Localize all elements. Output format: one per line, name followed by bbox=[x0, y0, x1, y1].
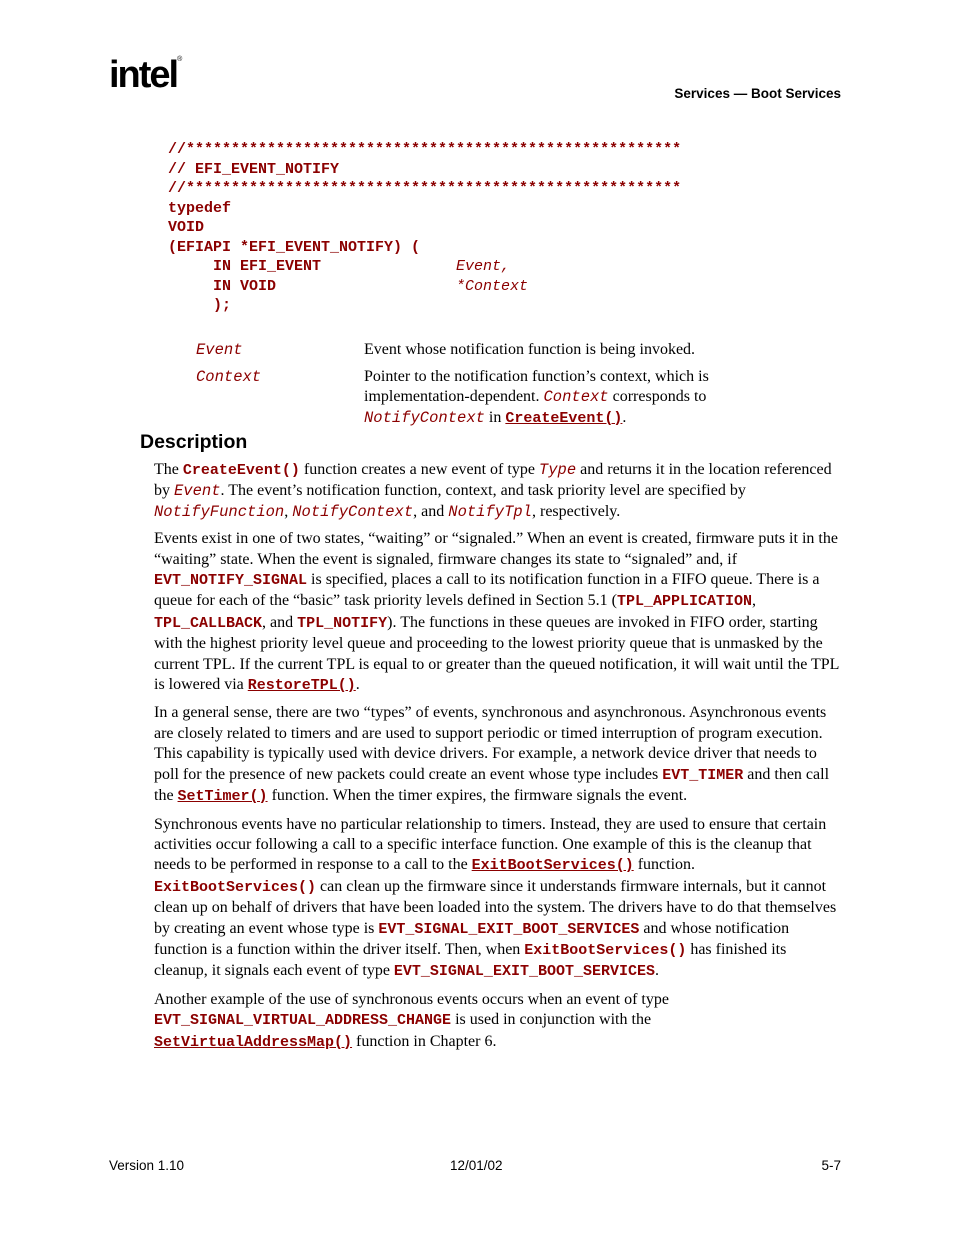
code-arg: *Context bbox=[456, 277, 529, 295]
code-block bbox=[168, 140, 681, 316]
parameter-row bbox=[196, 367, 756, 430]
parameter-name: Event bbox=[196, 341, 243, 359]
paragraph: Another example of the use of synchronous events occurs when an event of type EVT_SIGNAL_VIRTUAL_ADDRESS_CHANGE is used in conjunction with the SetVirtualAddressMap() function in Chapter 6. bbox=[154, 990, 669, 1051]
code-line: typedef bbox=[168, 199, 232, 217]
code-line: //******************************************************* bbox=[168, 180, 682, 197]
parameter-description: Event whose notification function is being invoked. bbox=[364, 341, 696, 358]
code-line: ); bbox=[168, 297, 232, 314]
code-arg: Event, bbox=[456, 258, 511, 275]
footer-date: 12/01/02 bbox=[450, 1158, 503, 1173]
running-header: Services — Boot Services bbox=[674, 86, 841, 101]
paragraph: In a general sense, there are two “types” of events, synchronous and asynchronous. Asynchronous events are closely related to timers and are used to support periodic or timed interruption of program execution. This capability is typically used with device drivers. For example, a network device driver that needs to poll for the presence of new packets could create an event whose type includes EVT_TIMER and then call the SetTimer() function. When the timer expires, the firmware signals the event. bbox=[154, 704, 830, 806]
intel-logo: intel® bbox=[109, 54, 183, 96]
paragraph: The CreateEvent() function creates a new event of type Type and returns it in the location referenced by Event. The event’s notification function, context, and task priority level are specified by NotifyFunction, NotifyContext, and NotifyTpl, respectively. bbox=[154, 461, 832, 521]
code-line: // EFI_EVENT_NOTIFY bbox=[168, 160, 340, 178]
code-line: VOID bbox=[168, 219, 205, 236]
paragraph: Synchronous events have no particular relationship to timers. Instead, they are used to ensure that certain activities occur following a call to a specific interface function. One example of this is the cleanup that needs to be performed in response to a call to the ExitBootServices() function. ExitBootServices() can clean up the firmware since it understands firmware internals, but it cannot clean up on behalf of drivers that have been loaded into the system. The drivers have to do that themselves by creating an event whose type is EVT_SIGNAL_EXIT_BOOT_SERVICES and whose notification function is a function within the driver itself. Then, when ExitBootServices() has finished its cleanup, it signals each event of type EVT_SIGNAL_EXIT_BOOT_SERVICES. bbox=[154, 815, 837, 981]
settimer-link[interactable]: SetTimer() bbox=[177, 788, 268, 806]
section-title: Description bbox=[140, 431, 248, 453]
parameter-description: Pointer to the notification function’s context, which is implementation-dependent. Context corresponds to NotifyContext in CreateEvent(). bbox=[364, 367, 709, 427]
description-body bbox=[154, 460, 844, 1060]
footer-version: Version 1.10 bbox=[109, 1158, 185, 1173]
paragraph: Events exist in one of two states, “waiting” or “signaled.” When an event is created, firmware puts it in the “waiting” state. When the event is signaled, firmware changes its state to “signaled” and, if EVT_NOTIFY_SIGNAL is specified, places a call to its notification function in a FIFO queue. There is a queue for each of the “basic” task priority levels defined in Section 5.1 (TPL_APPLICATION, TPL_CALLBACK, and TPL_NOTIFY). The functions in these queues are invoked in FIFO order, starting with the highest priority level queue and proceeding to the lowest priority queue that is unmasked by the current TPL. If the current TPL is equal to or greater than the queued notification, it will wait until the TPL is lowered via RestoreTPL(). bbox=[154, 530, 839, 695]
code-line: (EFIAPI *EFI_EVENT_NOTIFY) ( bbox=[168, 238, 421, 256]
parameter-name: Context bbox=[196, 367, 262, 386]
footer-page-number: 5-7 bbox=[821, 1158, 841, 1173]
createevent-link[interactable]: CreateEvent() bbox=[505, 409, 623, 427]
parameter-row bbox=[196, 340, 756, 361]
code-line: IN EFI_EVENT bbox=[168, 258, 457, 275]
exitbootservices-link[interactable]: ExitBootServices() bbox=[471, 857, 634, 875]
code-line: //******************************************************* bbox=[168, 141, 682, 158]
restoretpl-link[interactable]: RestoreTPL() bbox=[247, 677, 356, 695]
parameter-list bbox=[196, 340, 756, 435]
setvirtualaddressmap-link[interactable]: SetVirtualAddressMap() bbox=[154, 1033, 353, 1051]
code-line: IN VOID bbox=[168, 277, 457, 295]
